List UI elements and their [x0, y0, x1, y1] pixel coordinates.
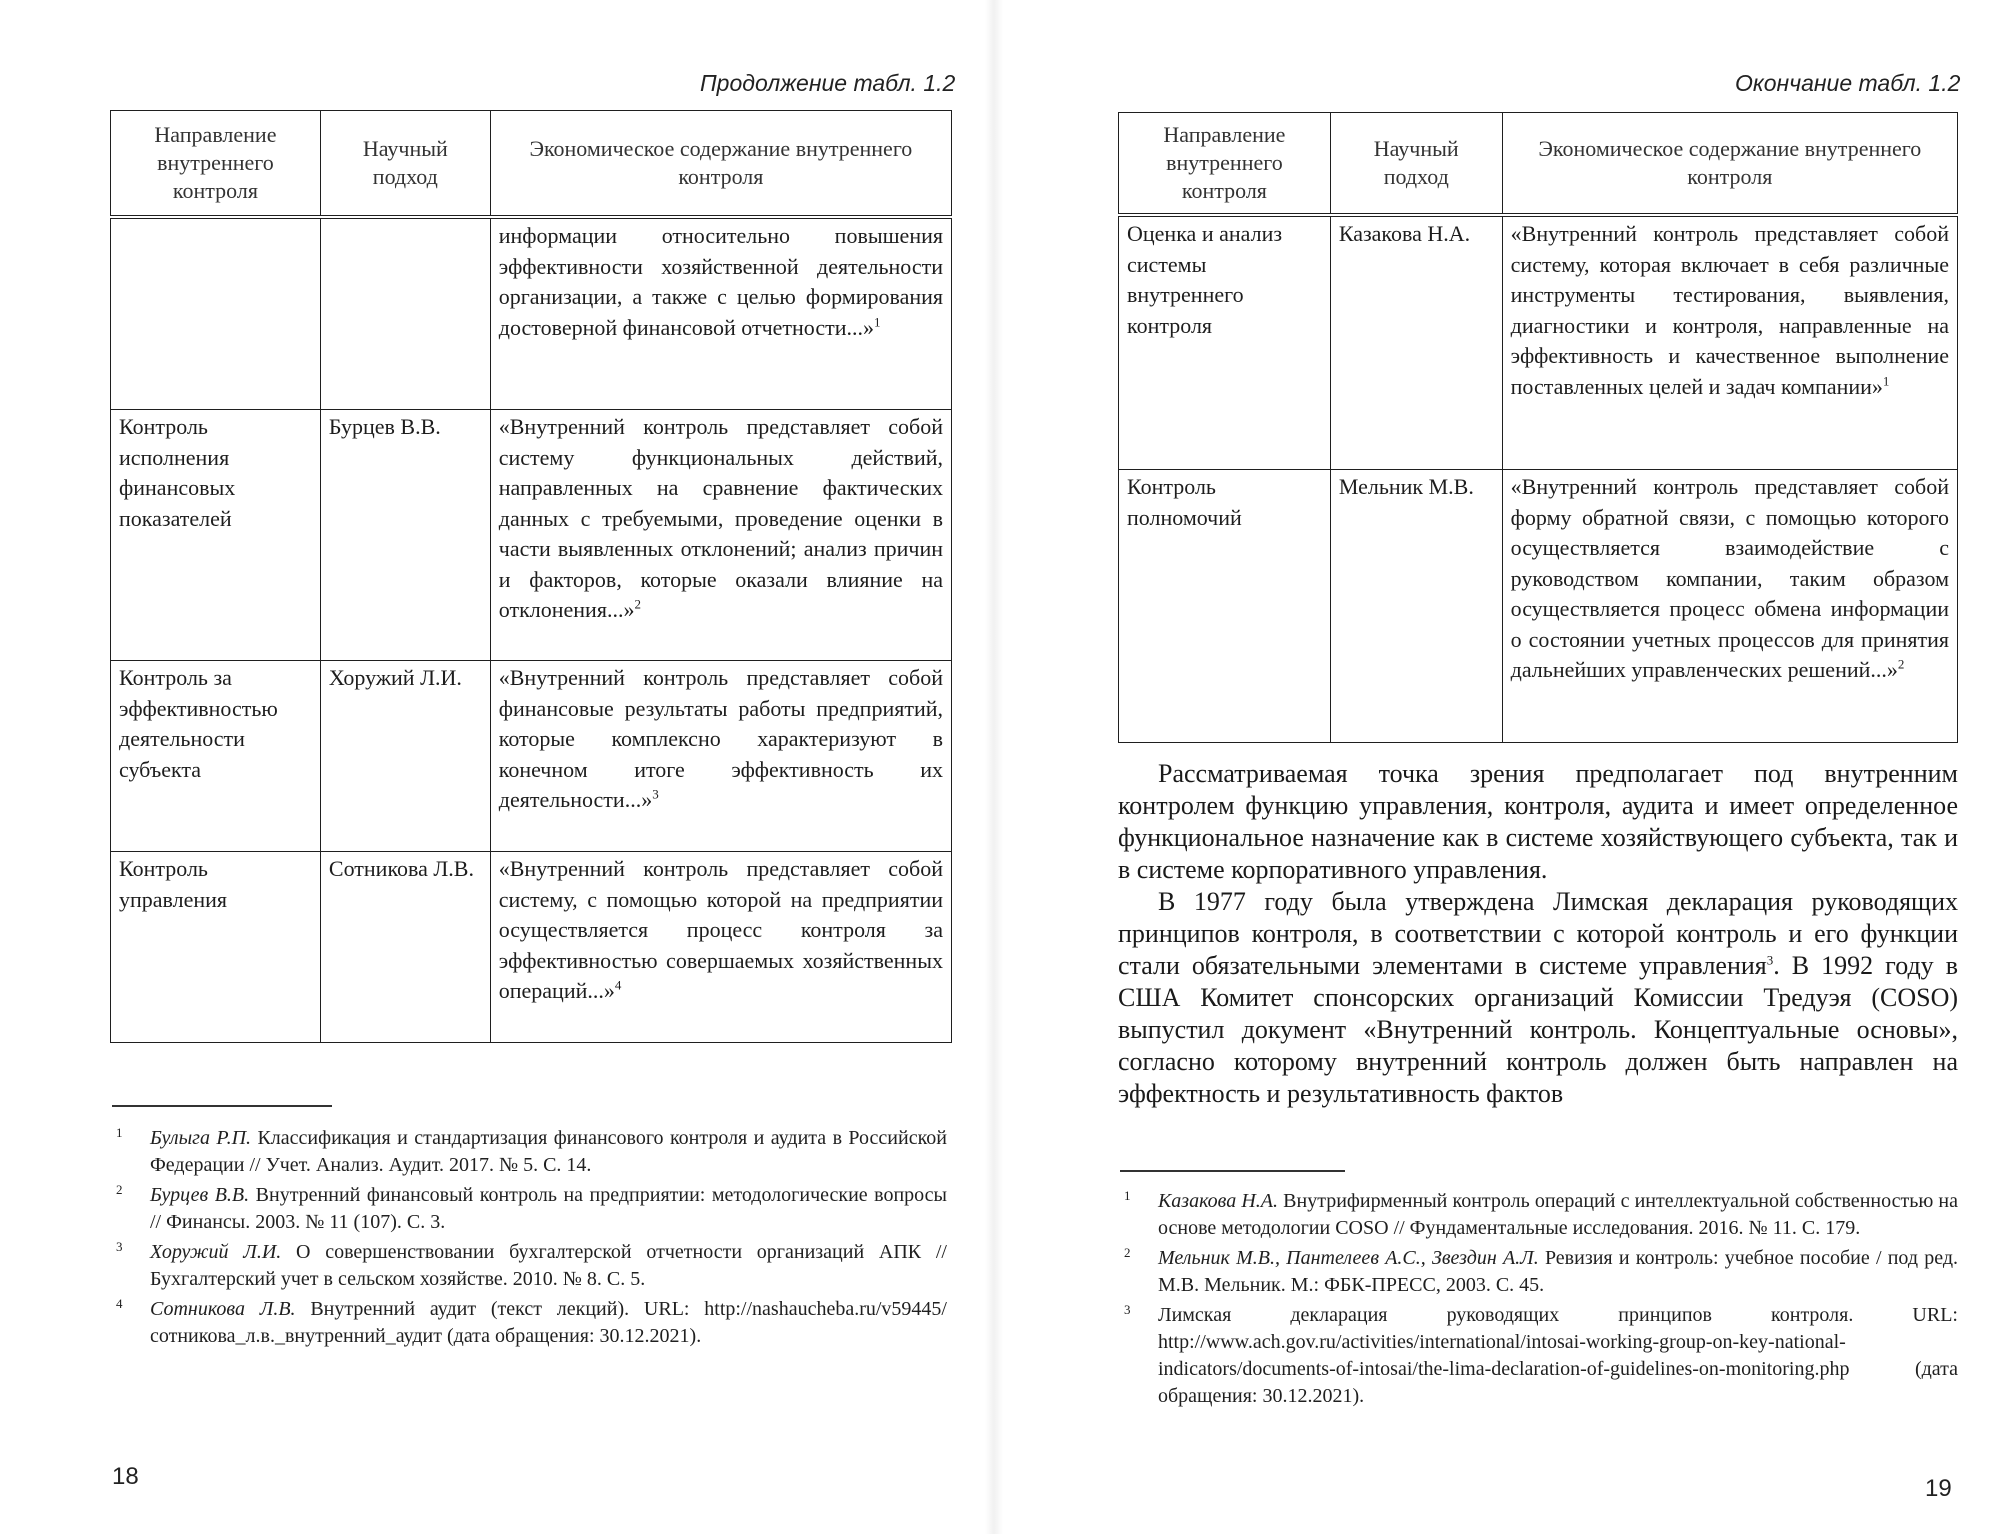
- footnote-author: Хоружий Л.И.: [150, 1241, 282, 1263]
- cell-direction: Контроль за эффективностью деятельности субъекта: [111, 661, 321, 852]
- header-content: Экономическое содержание внутреннего контроля: [490, 111, 951, 218]
- header-approach: Научный подход: [1330, 113, 1502, 216]
- table-header-row: [1119, 113, 1958, 216]
- footnote-ref: 4: [614, 977, 622, 993]
- cell-content-text: «Внутренний контроль представляет собой систему, с помощью которой на предприятии осуществляется процесс контроля за эффективностью совершаемых хозяйственных операций...»: [498, 856, 943, 1003]
- right-footnotes: [1120, 1188, 1958, 1413]
- cell-direction: Контроль управления: [111, 852, 321, 1043]
- footnote: [112, 1296, 947, 1350]
- footnote-author: Мельник М.В., Пантелеев А.С., Звездин А.Л.: [1158, 1247, 1539, 1269]
- footnote-text: Внутренний аудит (текст лекций). URL: http://nashaucheba.ru/v59445/сотникова_л.в._внутренний_аудит (дата обращения: 30.12.2021).: [150, 1298, 947, 1347]
- footnote-number: 1: [116, 1125, 123, 1140]
- cell-author: [320, 217, 490, 410]
- footnote-number: 2: [1124, 1245, 1131, 1260]
- footnote-text: Ревизия и контроль: учебное пособие / под ред. М.В. Мельник. М.: ФБК-ПРЕСС, 2003. С. 45.: [1158, 1247, 1959, 1296]
- footnote: [112, 1182, 947, 1236]
- cell-author: Сотникова Л.В.: [320, 852, 490, 1043]
- cell-content-text: «Внутренний контроль представляет собой финансовые результаты работы предприятий, которые комплексно характеризуют в конечном итоге эффективность их деятельности...»: [498, 665, 943, 812]
- footnote-ref: 1: [874, 314, 881, 330]
- cell-direction: Контроль исполнения финансовых показателей: [111, 410, 321, 661]
- cell-author: Мельник М.В.: [1330, 470, 1502, 743]
- table-row: [111, 217, 952, 410]
- footnote-number: 1: [1124, 1188, 1131, 1203]
- footnote-text: Лимская декларация руководящих принципов контроля. URL: http://www.ach.gov.ru/activities/international/intosai-working-group-on-key-national-indicators/documents-of-intosai/the-lima-declaration-of-guidelines-on-monitoring.php (дата обращения: 30.12.2021).: [1158, 1304, 1958, 1407]
- cell-content: [490, 852, 951, 1043]
- left-table: [110, 110, 952, 1043]
- cell-author: Казакова Н.А.: [1330, 215, 1502, 470]
- footnote-number: 3: [1124, 1302, 1131, 1317]
- cell-content: [1502, 470, 1957, 743]
- footnote-ref: 2: [1897, 656, 1905, 672]
- right-table: [1118, 112, 1958, 743]
- cell-direction: Контроль полномочий: [1119, 470, 1331, 743]
- footnote-text: О совершенствовании бухгалтерской отчетности организаций АПК // Бухгалтерский учет в сельском хозяйстве. 2010. № 8. С. 5.: [150, 1241, 947, 1290]
- paragraph: Рассматриваемая точка зрения предполагает под внутренним контролем функцию управления, контроля, аудита и имеет определенное функциональное назначение как в системе хозяйствующего субъекта, так и в системе корпоративного управления.: [1118, 759, 1958, 884]
- footnote-author: Сотникова Л.В.: [150, 1298, 296, 1320]
- cell-content: [1502, 215, 1957, 470]
- cell-content: [490, 410, 951, 661]
- footnote-ref: 3: [652, 786, 659, 802]
- right-body-text: [1118, 758, 1958, 1110]
- cell-direction: [111, 217, 321, 410]
- header-content: Экономическое содержание внутреннего контроля: [1502, 113, 1957, 216]
- footnote-author: Бурцев В.В.: [150, 1184, 250, 1206]
- left-footnotes: [112, 1125, 947, 1353]
- table-row: [1119, 215, 1958, 470]
- table-row: [111, 852, 952, 1043]
- paragraph-text: В 1977 году была утверждена Лимская декларация руководящих принципов контроля, в соответствии с которой контроль и его функции стали обязательными элементами в системе управления: [1118, 887, 1958, 980]
- footnote: [1120, 1302, 1958, 1410]
- right-page-number: 19: [1925, 1475, 1952, 1502]
- footnote-author: Булыга Р.П.: [150, 1127, 252, 1149]
- footnote: [1120, 1188, 1958, 1242]
- table-row: [111, 410, 952, 661]
- header-direction: Направление внутреннего контроля: [1119, 113, 1331, 216]
- footnote: [112, 1125, 947, 1179]
- footnote-ref: 3: [1766, 952, 1774, 968]
- footnote-separator: [1120, 1170, 1345, 1172]
- left-continuation-label: Продолжение табл. 1.2: [700, 70, 956, 96]
- table-row: [1119, 470, 1958, 743]
- cell-content-text: «Внутренний контроль представляет собой систему функциональных действий, направленных на сравнение фактических данных с требуемыми, проведение оценки в части выявленных отклонений; анализ причин и факторов, которые оказали влияние на отклонения...»: [498, 414, 943, 622]
- right-continuation-label: Окончание табл. 1.2: [1735, 70, 1961, 96]
- footnote-text: Внутрифирменный контроль операций с интеллектуальной собственностью на основе методологии COSO // Фундаментальные исследования. 2016. № 11. С. 179.: [1158, 1190, 1958, 1239]
- paragraph: [1118, 886, 1958, 1110]
- footnote-text: Внутренний финансовый контроль на предприятии: методологические вопросы // Финансы. 2003. № 11 (107). С. 3.: [150, 1184, 947, 1233]
- cell-author: Хоружий Л.И.: [320, 661, 490, 852]
- footnote-separator: [112, 1105, 332, 1107]
- cell-content-text: «Внутренний контроль представляет собой форму обратной связи, с помощью которого осуществляется взаимодействие с руководством компании, таким образом осуществляется процесс обмена информации о состоянии учетных процессов для принятия дальнейших управленческих решений...»: [1510, 474, 1949, 682]
- header-direction: Направление внутреннего контроля: [111, 111, 321, 218]
- cell-content: [490, 217, 951, 410]
- footnote-ref: 2: [634, 596, 641, 612]
- cell-content-text: «Внутренний контроль представляет собой систему, которая включает в себя различные инструменты тестирования, выявления, диагностики и контроля, направленные на эффективность и качественное выполнение поставленных целей и задач компании»: [1510, 221, 1949, 399]
- footnote-number: 2: [116, 1182, 123, 1197]
- footnote: [112, 1239, 947, 1293]
- footnote-text: Классификация и стандартизация финансового контроля и аудита в Российской Федерации // Учет. Анализ. Аудит. 2017. № 5. С. 14.: [150, 1127, 947, 1176]
- table-row: [111, 661, 952, 852]
- table-header-row: [111, 111, 952, 218]
- footnote-ref: 1: [1882, 373, 1890, 389]
- footnote-author: Казакова Н.А.: [1158, 1190, 1279, 1212]
- left-page-number: 18: [112, 1463, 139, 1490]
- footnote-number: 4: [116, 1296, 123, 1311]
- footnote: [1120, 1245, 1958, 1299]
- paragraph-text-tail: . В 1992 году в США Комитет спонсорских организаций Комиссии Тредуэя (COSO) выпустил документ «Внутренний контроль. Концептуальные основы», согласно которому внутренний контроль должен быть направлен на эффектность и результативность фактов: [1118, 951, 1958, 1108]
- cell-author: Бурцев В.В.: [320, 410, 490, 661]
- footnote-number: 3: [116, 1239, 123, 1254]
- cell-content-text: информации относительно повышения эффективности хозяйственной деятельности организации, а также с целью формирования достоверной финансовой отчетности...»: [498, 223, 943, 340]
- cell-direction: Оценка и анализ системы внутреннего контроля: [1119, 215, 1331, 470]
- header-approach: Научный подход: [320, 111, 490, 218]
- cell-content: [490, 661, 951, 852]
